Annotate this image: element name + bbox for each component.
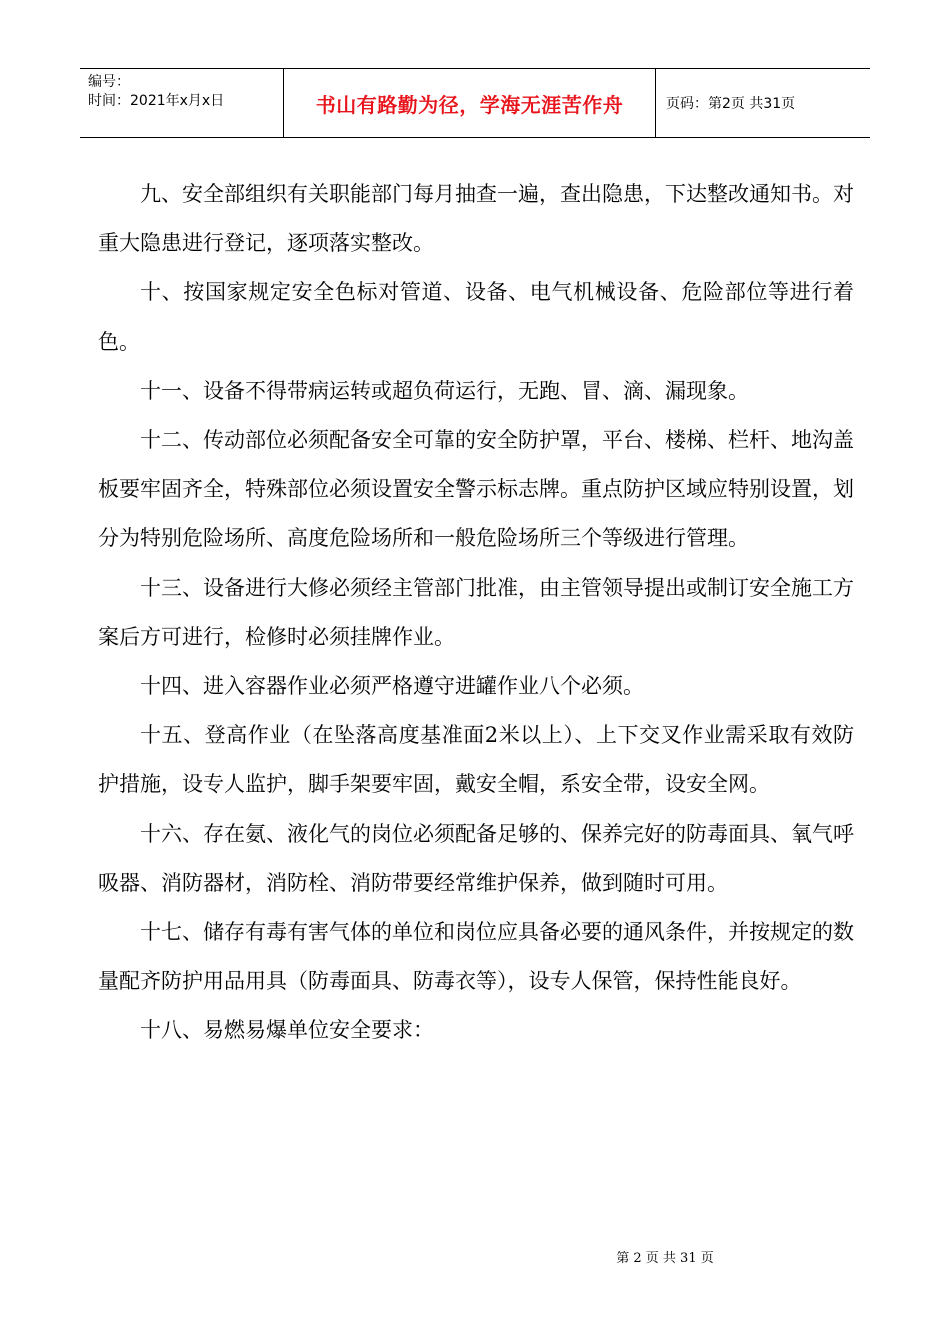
paragraph-12: 十二、传动部位必须配备安全可靠的安全防护罩，平台、楼梯、栏杆、地沟盖板要牢固齐全，特殊部位必须设置安全警示标志牌。重点防护区域应特别设置，划分为特别危险场所、高度危险场所和一般危险场所三个等级进行管理。 [98,428,854,551]
paragraph-18: 十八、易燃易爆单位安全要求： [140,1018,434,1043]
document-time-label: 时间：2021年x月x日 [88,93,225,109]
header-page-number: 页码：第2页 共31页 [666,96,796,112]
document-body [98,170,854,1056]
paragraph-10: 十、按国家规定安全色标对管道、设备、电气机械设备、危险部位等进行着色。 [98,280,854,354]
paragraph-15: 十五、登高作业（在坠落高度基准面2米以上）、上下交叉作业需采取有效防护措施，设专人监护，脚手架要牢固，戴安全帽，系安全带，设安全网。 [98,723,854,797]
paragraph-14: 十四、进入容器作业必须严格遵守进罐作业八个必须。 [140,674,644,699]
paragraph-13: 十三、设备进行大修必须经主管部门批准，由主管领导提出或制订安全施工方案后方可进行，检修时必须挂牌作业。 [98,575,854,649]
paragraph-16: 十六、存在氨、液化气的岗位必须配备足够的、保养完好的防毒面具、氧气呼吸器、消防器材，消防栓、消防带要经常维护保养，做到随时可用。 [98,821,854,895]
header-motto: 书山有路勤为径，学海无涯苦作舟 [284,69,656,137]
paragraph-11: 十一、设备不得带病运转或超负荷运行，无跑、冒、滴、漏现象。 [140,378,749,403]
document-number-label: 编号： [88,74,130,90]
paragraph-17: 十七、储存有毒有害气体的单位和岗位应具备必要的通风条件，并按规定的数量配齐防护用品用具（防毒面具、防毒衣等），设专人保管，保持性能良好。 [98,920,854,994]
header-meta [80,69,284,137]
page-footer: 第 2 页 共 31 页 [616,1251,714,1266]
page-header [80,68,870,138]
paragraph-9: 九、安全部组织有关职能部门每月抽查一遍，查出隐患，下达整改通知书。对重大隐患进行登记，逐项落实整改。 [98,182,854,256]
